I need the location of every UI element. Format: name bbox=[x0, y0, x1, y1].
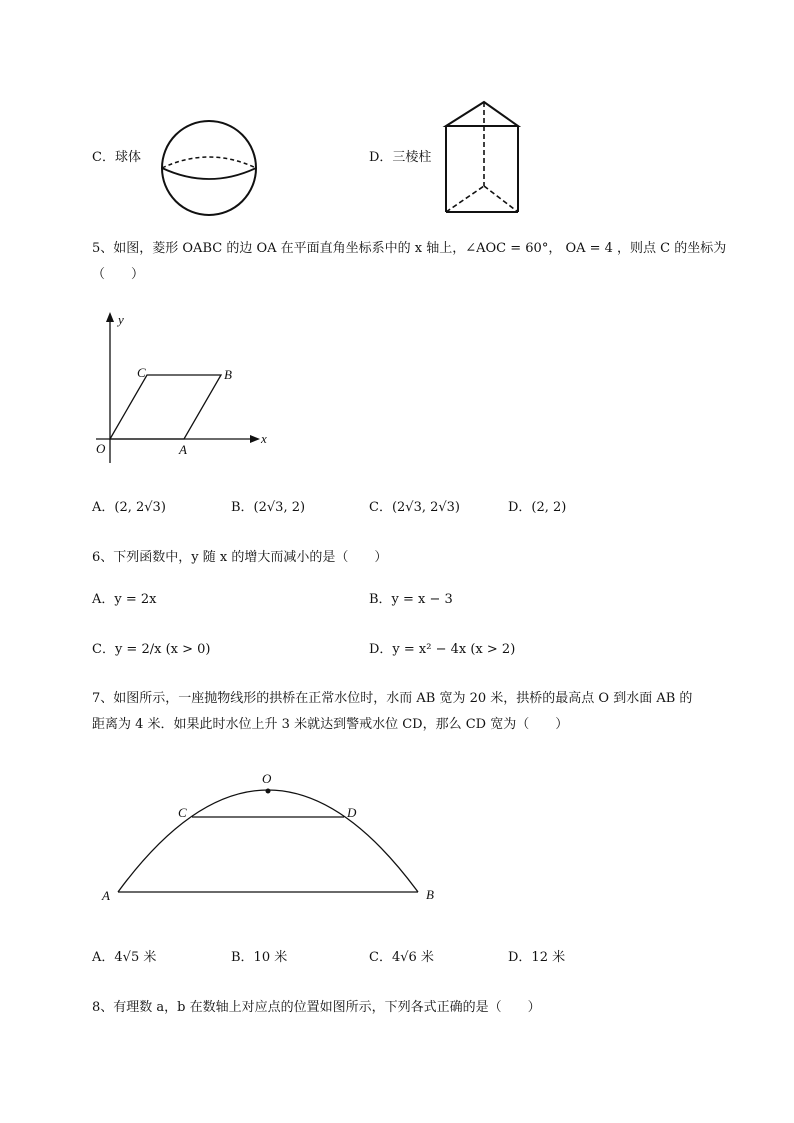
bridge-arch bbox=[118, 790, 418, 892]
q5-stem: 5、如图，菱形 OABC 的边 OA 在平面直角坐标系中的 x 轴上，∠AOC = 60°， OA = 4 ，则点 C 的坐标为 bbox=[92, 241, 727, 256]
label-b: B bbox=[426, 887, 434, 902]
rhombus-oabc bbox=[110, 375, 221, 439]
q6-option-c: C．y = 2/x (x > 0) bbox=[92, 642, 211, 657]
x-axis-arrow bbox=[250, 435, 260, 443]
q7-option-d: D．12 米 bbox=[508, 950, 566, 965]
label-a: A bbox=[102, 888, 110, 903]
rhombus-coordinate-figure bbox=[90, 308, 280, 468]
q7-stem-line-1: 7、如图所示，一座抛物线形的拱桥在正常水位时，水而 AB 宽为 20 米，拱桥的最高点 O 到水面 AB 的 bbox=[92, 691, 693, 706]
label-d: D bbox=[347, 805, 357, 820]
sphere-figure bbox=[158, 118, 260, 218]
q6-option-a: A．y = 2x bbox=[92, 592, 157, 607]
label-x: x bbox=[261, 431, 267, 446]
label-o: O bbox=[96, 441, 106, 456]
label-o: O bbox=[262, 771, 272, 786]
q6-stem: 6、下列函数中，y 随 x 的增大而减小的是（ ） bbox=[92, 550, 388, 565]
q5-option-d: D．(2, 2) bbox=[508, 500, 567, 515]
parabolic-bridge-figure bbox=[96, 765, 446, 910]
prism-top-face bbox=[446, 102, 518, 126]
q5-option-b: B．(2√3, 2) bbox=[231, 500, 306, 515]
q7-option-b: B．10 米 bbox=[231, 950, 288, 965]
q7-option-c: C．4√6 米 bbox=[369, 950, 434, 965]
q8-stem: 8、有理数 a，b 在数轴上对应点的位置如图所示，下列各式正确的是（ ） bbox=[92, 1000, 541, 1015]
y-axis-arrow bbox=[106, 312, 114, 322]
vertex-point-o bbox=[266, 789, 271, 794]
sphere-equator-front bbox=[162, 168, 256, 179]
label-a: A bbox=[179, 442, 187, 457]
q5-answer-blank: （ ） bbox=[92, 267, 145, 282]
prism-hidden-right-edge bbox=[484, 186, 518, 212]
q5-option-a: A．(2, 2√3) bbox=[92, 500, 166, 515]
q6-option-b: B．y = x − 3 bbox=[369, 592, 453, 607]
q7-option-a: A．4√5 米 bbox=[92, 950, 157, 965]
label-y: y bbox=[118, 312, 124, 327]
sphere-equator-back bbox=[162, 157, 256, 168]
q6-option-d: D．y = x² − 4x (x > 2) bbox=[369, 642, 516, 657]
q4-option-d-label: D．三棱柱 bbox=[369, 150, 432, 165]
q5-option-c: C．(2√3, 2√3) bbox=[369, 500, 461, 515]
label-c: C bbox=[178, 805, 187, 820]
label-c: C bbox=[137, 365, 146, 380]
triangular-prism-figure bbox=[440, 98, 524, 218]
label-b: B bbox=[224, 367, 232, 382]
prism-hidden-left-edge bbox=[446, 186, 484, 212]
sphere-outline bbox=[162, 121, 256, 215]
q7-stem-line-2: 距离为 4 米．如果此时水位上升 3 米就达到警戒水位 CD，那么 CD 宽为（ ） bbox=[92, 717, 569, 732]
q4-option-c-label: C．球体 bbox=[92, 150, 141, 165]
